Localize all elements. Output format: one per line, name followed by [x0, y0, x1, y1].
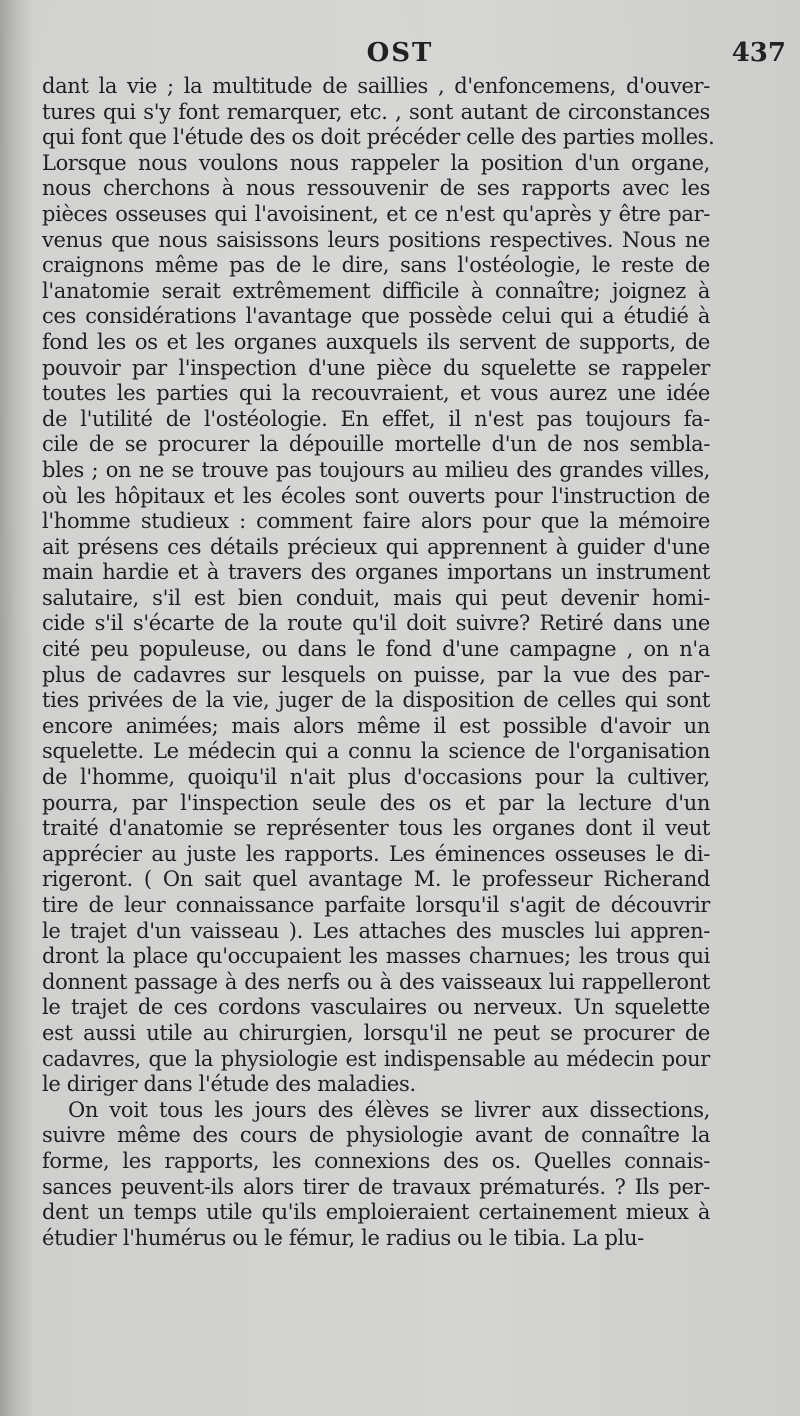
text-line: pouvoir par l'inspection d'une pièce du squelette se rappeler [42, 355, 710, 380]
text-line: dront la place qu'occupaient les masses charnues; les trous qui [42, 944, 710, 969]
text-line: ait présens ces détails précieux qui apprennent à guider d'une [42, 534, 710, 559]
text-line: venus que nous saisissons leurs positions respectives. Nous ne [42, 227, 710, 252]
text-line: dant la vie ; la multitude de saillies , d'enfoncemens, d'ouver- [42, 74, 710, 98]
text-line: étudier l'humérus ou le fémur, le radius ou le tibia. La plu- [42, 1225, 644, 1250]
text-line: plus de cadavres sur lesquels on puisse, par la vue des par- [42, 662, 710, 687]
page-header [0, 38, 800, 72]
text-line: fond les os et les organes auxquels ils servent de supports, de [42, 329, 710, 354]
text-line: est aussi utile au chirurgien, lorsqu'il ne peut se procurer de [42, 1020, 710, 1045]
text-line: nous cherchons à nous ressouvenir de ses rapports avec les [42, 176, 710, 201]
text-line: Lorsque nous voulons nous rappeler la position d'un organe, [42, 150, 710, 175]
text-line: apprécier au juste les rapports. Les éminences osseuses le di- [42, 841, 710, 866]
text-line: craignons même pas de le dire, sans l'ostéologie, le reste de [42, 253, 710, 278]
text-line: qui font que l'étude des os doit précéder celle des parties molles. [42, 125, 715, 150]
text-line: pièces osseuses qui l'avoisinent, et ce n'est qu'après y être par- [42, 201, 710, 226]
text-line: cité peu populeuse, ou dans le fond d'une campagne , on n'a [42, 637, 710, 662]
text-line: squelette. Le médecin qui a connu la science de l'organisation [42, 739, 710, 764]
text-line: forme, les rapports, les connexions des os. Quelles connais- [42, 1148, 710, 1173]
text-line: cadavres, que la physiologie est indispensable au médecin pour [42, 1046, 710, 1071]
text-line: pourra, par l'inspection seule des os et par la lecture d'un [42, 790, 710, 815]
text-line: toutes les parties qui la recouvraient, et vous aurez une idée [42, 381, 710, 406]
text-line: salutaire, s'il est bien conduit, mais qui peut devenir homi- [42, 585, 710, 610]
text-line: ces considérations l'avantage que possède celui qui a étudié à [42, 304, 710, 329]
text-line: On voit tous les jours des élèves se livrer aux dissections, [68, 1097, 710, 1122]
text-line: donnent passage à des nerfs ou à des vaisseaux lui rappelleront [42, 969, 710, 994]
text-line: main hardie et à travers des organes importans un instrument [42, 560, 710, 585]
text-line: tire de leur connaissance parfaite lorsqu'il s'agit de découvrir [42, 893, 710, 917]
text-line: le trajet de ces cordons vasculaires ou nerveux. Un squelette [42, 995, 710, 1020]
text-line: dent un temps utile qu'ils emploieraient certainement mieux à [42, 1200, 710, 1225]
text-line: rigeront. ( On sait quel avantage M. le professeur Richerand [42, 867, 710, 892]
text-line: cide s'il s'écarte de la route qu'il doit suivre? Retiré dans une [42, 611, 710, 636]
text-line: cile de se procurer la dépouille mortelle d'un de nos sembla- [42, 432, 710, 457]
text-line: où les hôpitaux et les écoles sont ouverts pour l'instruction de [42, 483, 710, 508]
text-line: de l'utilité de l'ostéologie. En effet, il n'est pas toujours fa- [42, 406, 710, 431]
text-line: l'anatomie serait extrêmement difficile à connaître; joignez à [42, 278, 710, 303]
text-line: bles ; on ne se trouve pas toujours au milieu des grandes villes, [42, 457, 710, 482]
text-line: tures qui s'y font remarquer, etc. , sont autant de circonstances [42, 99, 710, 124]
body-text [42, 74, 715, 1251]
paragraph [42, 74, 715, 1098]
text-line: de l'homme, quoiqu'il n'ait plus d'occasions pour la cultiver, [42, 765, 710, 790]
text-line: ties privées de la vie, juger de la disposition de celles qui sont [42, 688, 710, 713]
text-line: l'homme studieux : comment faire alors pour que la mémoire [42, 509, 710, 534]
text-line: encore animées; mais alors même il est possible d'avoir un [42, 713, 710, 738]
text-line: sances peuvent-ils alors tirer de travaux prématurés. ? Ils per- [42, 1174, 710, 1199]
paragraph [42, 1098, 710, 1252]
text-line: le diriger dans l'étude des maladies. [42, 1072, 416, 1097]
running-head: OST [366, 38, 434, 68]
text-line: traité d'anatomie se représenter tous les organes dont il veut [42, 816, 710, 841]
text-line: le trajet d'un vaisseau ). Les attaches des muscles lui appren- [42, 918, 710, 943]
text-line: suivre même des cours de physiologie avant de connaître la [42, 1123, 710, 1148]
page-number: 437 [731, 38, 786, 68]
